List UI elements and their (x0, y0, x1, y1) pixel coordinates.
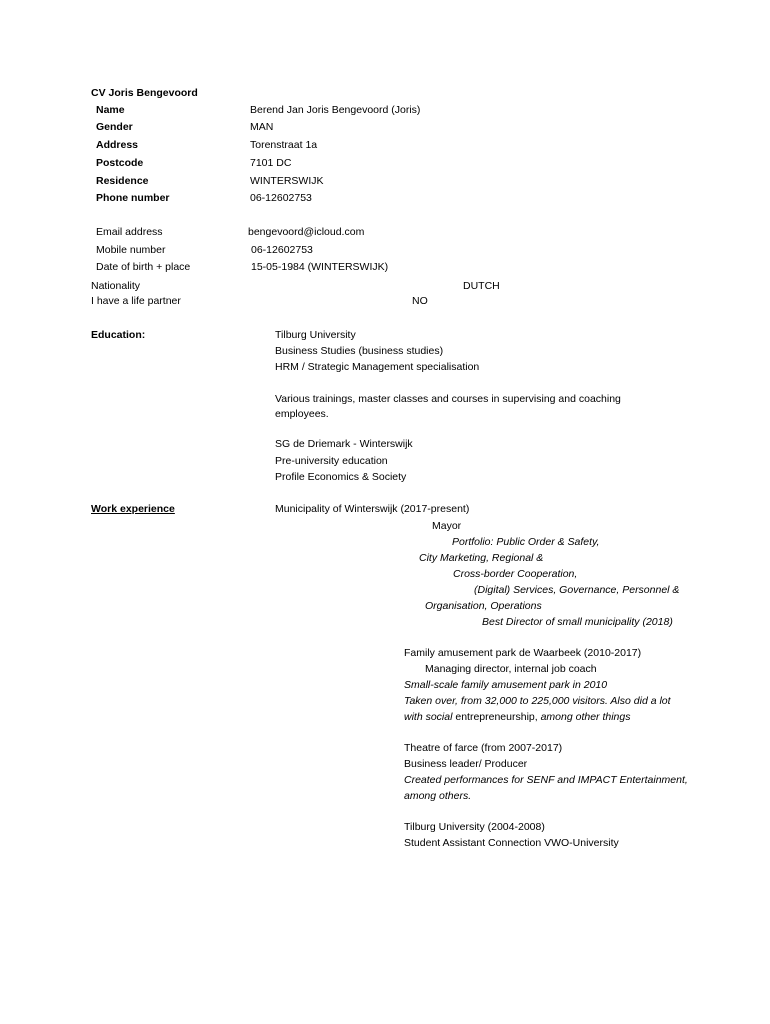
mobile-label: Mobile number (96, 244, 166, 256)
residence-value: WINTERSWIJK (250, 175, 324, 187)
job-description-part: with social (404, 711, 453, 723)
job-description-part: among other things (540, 711, 631, 723)
job-description: Small-scale family amusement park in 2010 (404, 679, 608, 691)
job-portfolio-line: Organisation, Operations (425, 600, 542, 612)
job-description: among others. (404, 790, 472, 802)
dob-value: 15-05-1984 (WINTERSWIJK) (251, 261, 389, 273)
education-line: Business Studies (business studies) (275, 345, 444, 357)
education-line: Various trainings, master classes and courses in supervising and coaching (275, 393, 621, 405)
education-line: Profile Economics & Society (275, 471, 407, 483)
job-portfolio-line: Cross-border Cooperation, (453, 568, 578, 580)
name-label: Name (96, 104, 125, 116)
job-role: Student Assistant Connection VWO-University (404, 837, 619, 849)
page-title: CV Joris Bengevoord (91, 87, 198, 99)
nationality-value: DUTCH (463, 280, 500, 292)
education-heading: Education: (91, 329, 146, 341)
phone-value: 06-12602753 (250, 192, 312, 204)
education-line: HRM / Strategic Management specialisation (275, 361, 480, 373)
email-label: Email address (96, 226, 163, 238)
postcode-value: 7101 DC (250, 157, 292, 169)
job-description: Taken over, from 32,000 to 225,000 visitors. Also did a lot (404, 695, 671, 707)
job-description: Created performances for SENF and IMPACT Entertainment, (404, 774, 688, 786)
job-title: Theatre of farce (from 2007-2017) (404, 742, 563, 754)
job-portfolio-line: City Marketing, Regional & (419, 552, 544, 564)
partner-value: NO (412, 295, 428, 307)
phone-label: Phone number (96, 192, 170, 204)
job-title: Family amusement park de Waarbeek (2010-2017) (404, 647, 642, 659)
education-line: Pre-university education (275, 455, 388, 467)
job-role: Mayor (432, 520, 462, 532)
job-title: Municipality of Winterswijk (2017-present) (275, 503, 470, 515)
name-value: Berend Jan Joris Bengevoord (Joris) (250, 104, 421, 116)
mobile-value: 06-12602753 (251, 244, 313, 256)
partner-label: I have a life partner (91, 295, 181, 307)
job-role: Business leader/ Producer (404, 758, 528, 770)
job-award: Best Director of small municipality (2018) (482, 616, 673, 628)
job-role: Managing director, internal job coach (425, 663, 597, 675)
job-portfolio-line: Portfolio: Public Order & Safety, (452, 536, 600, 548)
job-portfolio-line: (Digital) Services, Governance, Personnel & (474, 584, 680, 596)
address-value: Torenstraat 1a (250, 139, 318, 151)
job-description (404, 710, 630, 724)
gender-label: Gender (96, 121, 133, 133)
postcode-label: Postcode (96, 157, 144, 169)
email-value: bengevoord@icloud.com (248, 226, 365, 238)
dob-label: Date of birth + place (96, 261, 191, 273)
address-label: Address (96, 139, 139, 151)
nationality-label: Nationality (91, 280, 141, 292)
job-title: Tilburg University (2004-2008) (404, 821, 545, 833)
work-heading: Work experience (91, 503, 175, 515)
education-line: SG de Driemark - Winterswijk (275, 438, 413, 450)
education-line: employees. (275, 408, 329, 420)
gender-value: MAN (250, 121, 274, 133)
residence-label: Residence (96, 175, 149, 187)
job-description-part: entrepreneurship, (452, 711, 541, 723)
education-line: Tilburg University (275, 329, 356, 341)
